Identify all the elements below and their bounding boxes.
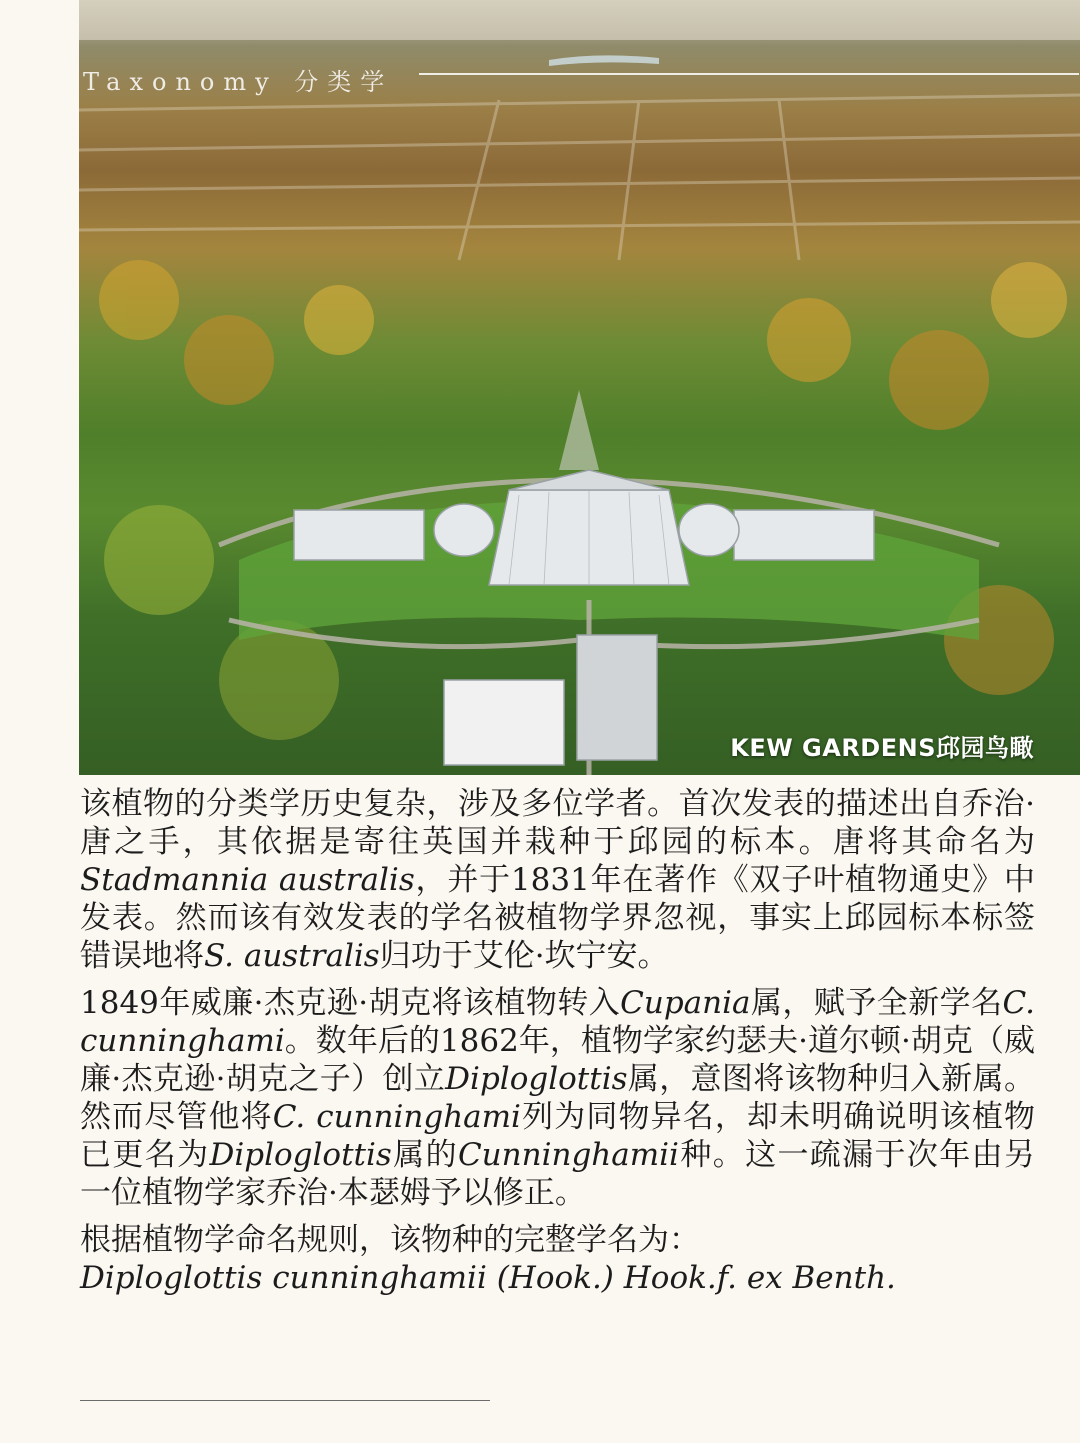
- text-run: 属的: [391, 1137, 458, 1173]
- scientific-name-run: Diploglottis: [445, 1061, 628, 1097]
- scientific-name-run: C. cunninghami: [80, 985, 1035, 1059]
- article-body: [80, 785, 1035, 1306]
- scientific-name-run: Cupania: [620, 985, 751, 1021]
- full-name-intro: 根据植物学命名规则，该物种的完整学名为：: [80, 1222, 700, 1258]
- scientific-name-run: Stadmannia australis: [80, 862, 415, 898]
- text-run: ，并于1831年在著作《双子叶植物通史》中发表。然而该有效发表的学名被植物学界忽视，事实上邱园标本标签错误地将: [80, 862, 1035, 974]
- text-run: 属，意图将该物种归入新属。然而尽管他将: [80, 1061, 1035, 1135]
- text-run: 1849年威廉·杰克逊·胡克将该植物转入: [80, 985, 621, 1021]
- scientific-name-run: Cunninghamii: [457, 1137, 679, 1173]
- scientific-name-run: C. cunninghami: [272, 1099, 521, 1135]
- text-run: 属，赋予全新学名: [750, 985, 1003, 1021]
- text-run: 该植物的分类学历史复杂，涉及多位学者。首次发表的描述出自乔治·唐之手，其依据是寄往英国并栽种于邱园的标本。唐将其命名为: [80, 786, 1035, 860]
- kew-gardens-aerial-photo: [79, 0, 1080, 775]
- text-run: 。数年后的1862年，植物学家约瑟夫·道尔顿·胡克（威廉·杰克逊·胡克之子）创立: [80, 1023, 1035, 1097]
- text-run: 列为同物异名，却未明确说明该植物已更名为: [80, 1099, 1036, 1173]
- section-title: Taxonomy 分类学: [83, 68, 394, 96]
- photo-caption: KEW GARDENS邱园鸟瞰: [730, 734, 1034, 762]
- bottom-divider: [80, 1400, 490, 1401]
- title-divider: [419, 73, 1079, 75]
- scientific-name-run: Diploglottis: [209, 1137, 392, 1173]
- full-scientific-name: Diploglottis cunninghamii (Hook.) Hook.f. ex Benth.: [80, 1260, 896, 1296]
- paragraph-history: [80, 785, 1035, 975]
- scientific-name-run: S. australis: [204, 938, 380, 974]
- aerial-illustration: [79, 0, 1080, 775]
- text-run: 归功于艾伦·坎宁安。: [379, 938, 669, 974]
- text-run: 种。这一疏漏于次年由另一位植物学家乔治·本瑟姆予以修正。: [80, 1137, 1036, 1211]
- paragraph-reclassification: [80, 984, 1035, 1212]
- paragraph-full-name: [80, 1221, 1035, 1297]
